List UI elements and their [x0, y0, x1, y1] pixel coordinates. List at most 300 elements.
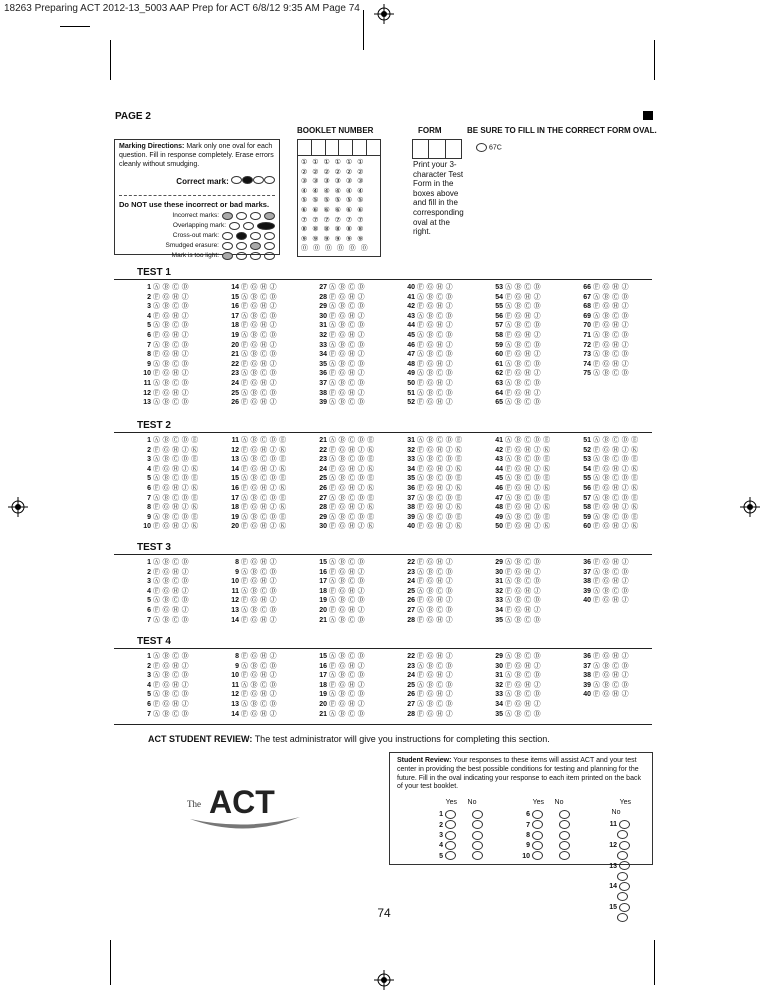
answer-row[interactable] — [135, 652, 189, 662]
answer-row[interactable] — [135, 379, 189, 389]
answer-bubbles[interactable]: Ⓐ Ⓑ Ⓒ Ⓓ — [417, 587, 453, 595]
answer-row[interactable] — [311, 587, 365, 597]
answer-row[interactable] — [575, 577, 629, 587]
answer-bubbles[interactable]: Ⓐ Ⓑ Ⓒ Ⓓ — [153, 360, 189, 368]
answer-bubbles[interactable]: Ⓐ Ⓑ Ⓒ Ⓓ — [241, 587, 277, 595]
answer-bubbles[interactable]: Ⓕ Ⓖ Ⓗ Ⓙ Ⓚ — [153, 523, 199, 531]
answer-row[interactable] — [135, 513, 198, 523]
answer-bubbles[interactable]: Ⓕ Ⓖ Ⓗ Ⓙ — [593, 672, 629, 680]
answer-row[interactable] — [223, 587, 277, 597]
answer-row[interactable] — [487, 369, 541, 379]
answer-bubbles[interactable]: Ⓐ Ⓑ Ⓒ Ⓓ Ⓔ — [241, 475, 287, 483]
answer-bubbles[interactable]: Ⓐ Ⓑ Ⓒ Ⓓ Ⓔ — [241, 494, 287, 502]
answer-bubbles[interactable]: Ⓐ Ⓑ Ⓒ Ⓓ — [593, 568, 629, 576]
review-item[interactable] — [514, 851, 574, 861]
answer-bubbles[interactable]: Ⓕ Ⓖ Ⓗ Ⓙ — [505, 587, 541, 595]
answer-row[interactable] — [487, 360, 541, 370]
answer-row[interactable] — [399, 690, 453, 700]
answer-bubbles[interactable]: Ⓐ Ⓑ Ⓒ Ⓓ Ⓔ — [417, 456, 463, 464]
answer-row[interactable] — [399, 369, 453, 379]
booklet-digit-row[interactable]: ⑨ ⑨ ⑨ ⑨ ⑨ ⑨ — [301, 235, 365, 243]
answer-bubbles[interactable]: Ⓐ Ⓑ Ⓒ Ⓓ — [153, 710, 189, 718]
answer-row[interactable] — [399, 484, 462, 494]
answer-bubbles[interactable]: Ⓐ Ⓑ Ⓒ Ⓓ — [329, 672, 365, 680]
answer-bubbles[interactable]: Ⓐ Ⓑ Ⓒ Ⓓ Ⓔ — [241, 456, 287, 464]
answer-row[interactable] — [575, 671, 629, 681]
answer-bubbles[interactable]: Ⓕ Ⓖ Ⓗ Ⓙ — [153, 662, 189, 670]
answer-bubbles[interactable]: Ⓕ Ⓖ Ⓗ Ⓙ — [505, 700, 541, 708]
answer-bubbles[interactable]: Ⓕ Ⓖ Ⓗ Ⓙ — [153, 370, 189, 378]
answer-row[interactable] — [311, 652, 365, 662]
answer-bubbles[interactable]: Ⓐ Ⓑ Ⓒ Ⓓ — [153, 303, 189, 311]
answer-row[interactable] — [487, 312, 541, 322]
answer-row[interactable] — [575, 596, 629, 606]
answer-bubbles[interactable]: Ⓐ Ⓑ Ⓒ Ⓓ Ⓔ — [329, 456, 375, 464]
answer-bubbles[interactable]: Ⓕ Ⓖ Ⓗ Ⓙ Ⓚ — [505, 523, 551, 531]
answer-bubbles[interactable]: Ⓕ Ⓖ Ⓗ Ⓙ Ⓚ — [593, 484, 639, 492]
answer-bubbles[interactable]: Ⓕ Ⓖ Ⓗ Ⓙ — [593, 597, 629, 605]
answer-row[interactable] — [487, 587, 541, 597]
answer-row[interactable] — [135, 690, 189, 700]
no-bubble[interactable] — [559, 810, 570, 819]
answer-row[interactable] — [135, 662, 189, 672]
answer-row[interactable] — [575, 652, 629, 662]
answer-bubbles[interactable]: Ⓐ Ⓑ Ⓒ Ⓓ — [329, 284, 365, 291]
review-item[interactable] — [514, 810, 574, 820]
answer-bubbles[interactable]: Ⓐ Ⓑ Ⓒ Ⓓ — [593, 312, 629, 320]
answer-row[interactable] — [487, 321, 541, 331]
answer-row[interactable] — [575, 283, 629, 293]
answer-bubbles[interactable]: Ⓐ Ⓑ Ⓒ Ⓓ — [329, 360, 365, 368]
answer-bubbles[interactable]: Ⓕ Ⓖ Ⓗ Ⓙ — [153, 587, 189, 595]
review-item[interactable] — [514, 820, 574, 830]
answer-row[interactable] — [399, 513, 462, 523]
answer-row[interactable] — [575, 681, 629, 691]
answer-bubbles[interactable]: Ⓐ Ⓑ Ⓒ Ⓓ — [153, 672, 189, 680]
answer-row[interactable] — [487, 446, 550, 456]
answer-bubbles[interactable]: Ⓐ Ⓑ Ⓒ Ⓓ — [153, 341, 189, 349]
answer-row[interactable] — [135, 321, 189, 331]
answer-bubbles[interactable]: Ⓕ Ⓖ Ⓗ Ⓙ Ⓚ — [417, 504, 463, 512]
answer-row[interactable] — [311, 522, 374, 532]
answer-row[interactable] — [311, 293, 365, 303]
answer-row[interactable] — [311, 312, 365, 322]
answer-bubbles[interactable]: Ⓕ Ⓖ Ⓗ Ⓙ — [153, 681, 189, 689]
answer-bubbles[interactable]: Ⓐ Ⓑ Ⓒ Ⓓ — [329, 616, 365, 624]
answer-bubbles[interactable]: Ⓐ Ⓑ Ⓒ Ⓓ — [241, 331, 277, 339]
answer-bubbles[interactable]: Ⓕ Ⓖ Ⓗ Ⓙ — [329, 568, 365, 576]
answer-bubbles[interactable]: Ⓕ Ⓖ Ⓗ Ⓙ — [505, 681, 541, 689]
answer-row[interactable] — [399, 652, 453, 662]
answer-row[interactable] — [399, 616, 453, 626]
answer-row[interactable] — [135, 700, 189, 710]
answer-row[interactable] — [575, 568, 629, 578]
answer-bubbles[interactable]: Ⓐ Ⓑ Ⓒ Ⓓ — [505, 710, 541, 718]
answer-row[interactable] — [399, 331, 453, 341]
answer-bubbles[interactable]: Ⓕ Ⓖ Ⓗ Ⓙ Ⓚ — [593, 465, 639, 473]
answer-row[interactable] — [135, 616, 189, 626]
no-bubble[interactable] — [617, 851, 628, 860]
answer-row[interactable] — [487, 389, 541, 399]
answer-row[interactable] — [487, 484, 550, 494]
answer-row[interactable] — [575, 446, 638, 456]
answer-bubbles[interactable]: Ⓐ Ⓑ Ⓒ Ⓓ — [329, 341, 365, 349]
answer-bubbles[interactable]: Ⓐ Ⓑ Ⓒ Ⓓ Ⓔ — [417, 475, 463, 483]
answer-row[interactable] — [135, 446, 198, 456]
answer-bubbles[interactable]: Ⓕ Ⓖ Ⓗ Ⓙ — [417, 322, 453, 330]
answer-bubbles[interactable]: Ⓐ Ⓑ Ⓒ Ⓓ — [241, 700, 277, 708]
review-item[interactable] — [601, 882, 645, 903]
answer-row[interactable] — [223, 671, 277, 681]
answer-row[interactable] — [135, 302, 189, 312]
answer-row[interactable] — [575, 302, 629, 312]
answer-bubbles[interactable]: Ⓕ Ⓖ Ⓗ Ⓙ Ⓚ — [329, 504, 375, 512]
answer-bubbles[interactable]: Ⓕ Ⓖ Ⓗ Ⓙ — [241, 578, 277, 586]
answer-row[interactable] — [575, 503, 638, 513]
answer-bubbles[interactable]: Ⓐ Ⓑ Ⓒ Ⓓ Ⓔ — [329, 494, 375, 502]
answer-bubbles[interactable]: Ⓕ Ⓖ Ⓗ Ⓙ — [417, 379, 453, 387]
answer-row[interactable] — [135, 465, 198, 475]
answer-bubbles[interactable]: Ⓐ Ⓑ Ⓒ Ⓓ Ⓔ — [153, 456, 199, 464]
answer-bubbles[interactable]: Ⓕ Ⓖ Ⓗ Ⓙ — [153, 389, 189, 397]
answer-row[interactable] — [575, 360, 629, 370]
answer-row[interactable] — [399, 522, 462, 532]
answer-bubbles[interactable]: Ⓕ Ⓖ Ⓗ Ⓙ — [153, 312, 189, 320]
answer-row[interactable] — [487, 700, 541, 710]
answer-row[interactable] — [223, 321, 277, 331]
answer-row[interactable] — [223, 360, 277, 370]
review-item[interactable] — [601, 820, 645, 841]
yes-bubble[interactable] — [445, 831, 456, 840]
answer-bubbles[interactable]: Ⓕ Ⓖ Ⓗ Ⓙ — [417, 360, 453, 368]
answer-bubbles[interactable]: Ⓐ Ⓑ Ⓒ Ⓓ — [153, 399, 189, 407]
answer-row[interactable] — [575, 312, 629, 322]
answer-bubbles[interactable]: Ⓐ Ⓑ Ⓒ Ⓓ — [417, 681, 453, 689]
answer-bubbles[interactable]: Ⓕ Ⓖ Ⓗ Ⓙ — [241, 710, 277, 718]
answer-row[interactable] — [135, 293, 189, 303]
answer-row[interactable] — [311, 513, 374, 523]
answer-row[interactable] — [223, 474, 286, 484]
answer-bubbles[interactable]: Ⓐ Ⓑ Ⓒ Ⓓ — [417, 293, 453, 301]
answer-row[interactable] — [575, 513, 638, 523]
answer-bubbles[interactable]: Ⓐ Ⓑ Ⓒ Ⓓ — [505, 559, 541, 566]
answer-bubbles[interactable]: Ⓕ Ⓖ Ⓗ Ⓙ Ⓚ — [153, 446, 199, 454]
answer-bubbles[interactable]: Ⓐ Ⓑ Ⓒ Ⓓ — [417, 351, 453, 359]
answer-bubbles[interactable]: Ⓐ Ⓑ Ⓒ Ⓓ Ⓔ — [505, 475, 551, 483]
answer-row[interactable] — [487, 606, 541, 616]
answer-bubbles[interactable]: Ⓕ Ⓖ Ⓗ Ⓙ — [241, 672, 277, 680]
answer-row[interactable] — [135, 558, 189, 568]
answer-bubbles[interactable]: Ⓐ Ⓑ Ⓒ Ⓓ Ⓔ — [153, 494, 199, 502]
answer-bubbles[interactable]: Ⓐ Ⓑ Ⓒ Ⓓ — [417, 389, 453, 397]
answer-row[interactable] — [311, 671, 365, 681]
review-item[interactable] — [427, 810, 487, 820]
review-item[interactable] — [427, 841, 487, 851]
answer-row[interactable] — [135, 455, 198, 465]
answer-bubbles[interactable]: Ⓐ Ⓑ Ⓒ Ⓓ — [329, 578, 365, 586]
answer-row[interactable] — [223, 302, 277, 312]
yes-bubble[interactable] — [619, 861, 630, 870]
answer-bubbles[interactable]: Ⓐ Ⓑ Ⓒ Ⓓ — [329, 399, 365, 407]
answer-bubbles[interactable]: Ⓐ Ⓑ Ⓒ Ⓓ — [153, 322, 189, 330]
answer-bubbles[interactable]: Ⓕ Ⓖ Ⓗ Ⓙ — [329, 331, 365, 339]
answer-row[interactable] — [487, 455, 550, 465]
answer-bubbles[interactable]: Ⓐ Ⓑ Ⓒ Ⓓ — [417, 662, 453, 670]
answer-bubbles[interactable]: Ⓕ Ⓖ Ⓗ Ⓙ Ⓚ — [329, 484, 375, 492]
answer-bubbles[interactable]: Ⓕ Ⓖ Ⓗ Ⓙ — [241, 399, 277, 407]
answer-bubbles[interactable]: Ⓐ Ⓑ Ⓒ Ⓓ — [329, 653, 365, 660]
answer-bubbles[interactable]: Ⓐ Ⓑ Ⓒ Ⓓ — [593, 331, 629, 339]
answer-row[interactable] — [487, 662, 541, 672]
answer-row[interactable] — [311, 283, 365, 293]
answer-bubbles[interactable]: Ⓕ Ⓖ Ⓗ Ⓙ Ⓚ — [329, 523, 375, 531]
answer-row[interactable] — [223, 690, 277, 700]
yes-bubble[interactable] — [532, 851, 543, 860]
answer-row[interactable] — [399, 321, 453, 331]
answer-row[interactable] — [311, 484, 374, 494]
answer-bubbles[interactable]: Ⓕ Ⓖ Ⓗ Ⓙ — [241, 616, 277, 624]
answer-row[interactable] — [575, 321, 629, 331]
answer-row[interactable] — [399, 503, 462, 513]
answer-bubbles[interactable]: Ⓕ Ⓖ Ⓗ Ⓙ Ⓚ — [329, 465, 375, 473]
answer-row[interactable] — [487, 293, 541, 303]
answer-row[interactable] — [223, 494, 286, 504]
no-bubble[interactable] — [559, 851, 570, 860]
answer-bubbles[interactable]: Ⓐ Ⓑ Ⓒ Ⓓ — [417, 568, 453, 576]
answer-bubbles[interactable]: Ⓕ Ⓖ Ⓗ Ⓙ — [241, 653, 277, 660]
answer-row[interactable] — [487, 513, 550, 523]
answer-row[interactable] — [487, 710, 541, 720]
answer-row[interactable] — [399, 662, 453, 672]
answer-bubbles[interactable]: Ⓐ Ⓑ Ⓒ Ⓓ — [593, 681, 629, 689]
answer-bubbles[interactable]: Ⓕ Ⓖ Ⓗ Ⓙ — [593, 303, 629, 311]
answer-bubbles[interactable]: Ⓐ Ⓑ Ⓒ Ⓓ — [417, 700, 453, 708]
answer-bubbles[interactable]: Ⓐ Ⓑ Ⓒ Ⓓ — [153, 379, 189, 387]
yes-bubble[interactable] — [619, 841, 630, 850]
answer-bubbles[interactable]: Ⓕ Ⓖ Ⓗ Ⓙ — [505, 351, 541, 359]
no-bubble[interactable] — [472, 841, 483, 850]
answer-bubbles[interactable]: Ⓐ Ⓑ Ⓒ Ⓓ — [505, 616, 541, 624]
answer-bubbles[interactable]: Ⓐ Ⓑ Ⓒ Ⓓ — [593, 662, 629, 670]
answer-bubbles[interactable]: Ⓐ Ⓑ Ⓒ Ⓓ Ⓔ — [505, 437, 551, 444]
booklet-digit-row[interactable]: ③ ③ ③ ③ ③ ③ — [301, 178, 365, 186]
answer-bubbles[interactable]: Ⓕ Ⓖ Ⓗ Ⓙ — [417, 616, 453, 624]
answer-row[interactable] — [399, 596, 453, 606]
answer-row[interactable] — [135, 360, 189, 370]
answer-row[interactable] — [399, 436, 462, 446]
answer-row[interactable] — [575, 484, 638, 494]
answer-bubbles[interactable]: Ⓐ Ⓑ Ⓒ Ⓓ Ⓔ — [593, 475, 639, 483]
answer-bubbles[interactable]: Ⓐ Ⓑ Ⓒ Ⓓ Ⓔ — [241, 513, 287, 521]
answer-row[interactable] — [135, 350, 189, 360]
answer-row[interactable] — [223, 606, 277, 616]
answer-bubbles[interactable]: Ⓕ Ⓖ Ⓗ Ⓙ — [329, 389, 365, 397]
answer-bubbles[interactable]: Ⓐ Ⓑ Ⓒ Ⓓ — [505, 360, 541, 368]
answer-bubbles[interactable]: Ⓐ Ⓑ Ⓒ Ⓓ — [505, 578, 541, 586]
answer-row[interactable] — [399, 398, 453, 408]
answer-row[interactable] — [487, 379, 541, 389]
answer-bubbles[interactable]: Ⓐ Ⓑ Ⓒ Ⓓ — [329, 559, 365, 566]
answer-row[interactable] — [223, 522, 286, 532]
answer-row[interactable] — [135, 389, 189, 399]
answer-bubbles[interactable]: Ⓕ Ⓖ Ⓗ Ⓙ — [153, 293, 189, 301]
yes-bubble[interactable] — [532, 831, 543, 840]
answer-bubbles[interactable]: Ⓐ Ⓑ Ⓒ Ⓓ — [329, 322, 365, 330]
answer-bubbles[interactable]: Ⓐ Ⓑ Ⓒ Ⓓ Ⓔ — [153, 437, 199, 444]
answer-row[interactable] — [399, 700, 453, 710]
answer-row[interactable] — [135, 503, 198, 513]
answer-row[interactable] — [575, 331, 629, 341]
answer-row[interactable] — [311, 331, 365, 341]
yes-bubble[interactable] — [445, 841, 456, 850]
answer-row[interactable] — [223, 662, 277, 672]
answer-bubbles[interactable]: Ⓕ Ⓖ Ⓗ Ⓙ — [505, 312, 541, 320]
answer-row[interactable] — [311, 700, 365, 710]
answer-row[interactable] — [223, 379, 277, 389]
review-item[interactable] — [601, 861, 645, 882]
answer-bubbles[interactable]: Ⓕ Ⓖ Ⓗ Ⓙ — [329, 662, 365, 670]
answer-row[interactable] — [399, 446, 462, 456]
answer-row[interactable] — [487, 398, 541, 408]
answer-bubbles[interactable]: Ⓐ Ⓑ Ⓒ Ⓓ — [593, 293, 629, 301]
answer-row[interactable] — [223, 681, 277, 691]
answer-bubbles[interactable]: Ⓕ Ⓖ Ⓗ Ⓙ Ⓚ — [241, 446, 287, 454]
answer-bubbles[interactable]: Ⓐ Ⓑ Ⓒ Ⓓ Ⓔ — [153, 513, 199, 521]
answer-row[interactable] — [311, 596, 365, 606]
answer-bubbles[interactable]: Ⓐ Ⓑ Ⓒ Ⓓ Ⓔ — [417, 437, 463, 444]
answer-row[interactable] — [135, 283, 189, 293]
answer-row[interactable] — [575, 455, 638, 465]
answer-row[interactable] — [399, 587, 453, 597]
answer-row[interactable] — [223, 616, 277, 626]
answer-row[interactable] — [487, 568, 541, 578]
review-item[interactable] — [601, 841, 645, 862]
answer-bubbles[interactable]: Ⓐ Ⓑ Ⓒ Ⓓ — [329, 597, 365, 605]
answer-bubbles[interactable]: Ⓐ Ⓑ Ⓒ Ⓓ — [241, 293, 277, 301]
answer-bubbles[interactable]: Ⓕ Ⓖ Ⓗ Ⓙ — [593, 341, 629, 349]
answer-bubbles[interactable]: Ⓕ Ⓖ Ⓗ Ⓙ — [417, 284, 453, 291]
answer-row[interactable] — [487, 283, 541, 293]
answer-row[interactable] — [487, 558, 541, 568]
answer-row[interactable] — [487, 596, 541, 606]
answer-row[interactable] — [135, 587, 189, 597]
answer-row[interactable] — [487, 690, 541, 700]
answer-row[interactable] — [311, 606, 365, 616]
answer-bubbles[interactable]: Ⓕ Ⓖ Ⓗ Ⓙ Ⓚ — [417, 446, 463, 454]
answer-bubbles[interactable]: Ⓐ Ⓑ Ⓒ Ⓓ — [241, 351, 277, 359]
answer-row[interactable] — [575, 690, 629, 700]
answer-row[interactable] — [135, 710, 189, 720]
answer-row[interactable] — [311, 302, 365, 312]
answer-row[interactable] — [575, 494, 638, 504]
answer-row[interactable] — [135, 522, 198, 532]
no-bubble[interactable] — [559, 831, 570, 840]
answer-row[interactable] — [223, 577, 277, 587]
answer-bubbles[interactable]: Ⓕ Ⓖ Ⓗ Ⓙ — [505, 389, 541, 397]
answer-row[interactable] — [311, 681, 365, 691]
answer-bubbles[interactable]: Ⓐ Ⓑ Ⓒ Ⓓ — [241, 568, 277, 576]
no-bubble[interactable] — [472, 810, 483, 819]
answer-row[interactable] — [223, 652, 277, 662]
answer-bubbles[interactable]: Ⓕ Ⓖ Ⓗ Ⓙ — [593, 322, 629, 330]
answer-bubbles[interactable]: Ⓕ Ⓖ Ⓗ Ⓙ — [593, 559, 629, 566]
answer-row[interactable] — [487, 671, 541, 681]
answer-row[interactable] — [399, 710, 453, 720]
answer-bubbles[interactable]: Ⓐ Ⓑ Ⓒ Ⓓ Ⓔ — [153, 475, 199, 483]
answer-row[interactable] — [487, 436, 550, 446]
answer-bubbles[interactable]: Ⓐ Ⓑ Ⓒ Ⓓ — [241, 389, 277, 397]
no-bubble[interactable] — [559, 820, 570, 829]
answer-row[interactable] — [399, 283, 453, 293]
answer-row[interactable] — [311, 474, 374, 484]
answer-row[interactable] — [223, 312, 277, 322]
answer-bubbles[interactable]: Ⓐ Ⓑ Ⓒ Ⓓ — [505, 322, 541, 330]
answer-row[interactable] — [311, 465, 374, 475]
answer-bubbles[interactable]: Ⓕ Ⓖ Ⓗ Ⓙ — [153, 606, 189, 614]
answer-bubbles[interactable]: Ⓐ Ⓑ Ⓒ Ⓓ — [593, 370, 629, 378]
answer-row[interactable] — [487, 503, 550, 513]
answer-bubbles[interactable]: Ⓕ Ⓖ Ⓗ Ⓙ Ⓚ — [241, 484, 287, 492]
answer-row[interactable] — [311, 568, 365, 578]
answer-bubbles[interactable]: Ⓐ Ⓑ Ⓒ Ⓓ — [153, 284, 189, 291]
form-option[interactable] — [476, 143, 502, 152]
answer-row[interactable] — [399, 558, 453, 568]
answer-bubbles[interactable]: Ⓕ Ⓖ Ⓗ Ⓙ Ⓚ — [505, 504, 551, 512]
answer-row[interactable] — [223, 568, 277, 578]
answer-row[interactable] — [311, 494, 374, 504]
booklet-digit-row[interactable]: ⑤ ⑤ ⑤ ⑤ ⑤ ⑤ — [301, 197, 365, 205]
answer-row[interactable] — [311, 710, 365, 720]
answer-bubbles[interactable]: Ⓕ Ⓖ Ⓗ Ⓙ — [153, 351, 189, 359]
answer-bubbles[interactable]: Ⓕ Ⓖ Ⓗ Ⓙ — [329, 351, 365, 359]
answer-row[interactable] — [399, 465, 462, 475]
review-item[interactable] — [427, 820, 487, 830]
answer-bubbles[interactable]: Ⓕ Ⓖ Ⓗ Ⓙ — [417, 559, 453, 566]
answer-row[interactable] — [223, 710, 277, 720]
answer-bubbles[interactable]: Ⓕ Ⓖ Ⓗ Ⓙ — [241, 322, 277, 330]
answer-bubbles[interactable]: Ⓐ Ⓑ Ⓒ Ⓓ — [593, 587, 629, 595]
answer-bubbles[interactable]: Ⓐ Ⓑ Ⓒ Ⓓ Ⓔ — [329, 513, 375, 521]
answer-bubbles[interactable]: Ⓕ Ⓖ Ⓗ Ⓙ Ⓚ — [593, 523, 639, 531]
booklet-digit-row[interactable]: ② ② ② ② ② ② — [301, 168, 365, 176]
answer-bubbles[interactable]: Ⓐ Ⓑ Ⓒ Ⓓ — [417, 606, 453, 614]
booklet-digit-row[interactable]: ① ① ① ① ① ① — [301, 159, 365, 166]
answer-row[interactable] — [311, 398, 365, 408]
answer-bubbles[interactable]: Ⓕ Ⓖ Ⓗ Ⓙ Ⓚ — [241, 504, 287, 512]
yes-bubble[interactable] — [445, 851, 456, 860]
answer-bubbles[interactable]: Ⓕ Ⓖ Ⓗ Ⓙ — [505, 662, 541, 670]
answer-bubbles[interactable]: Ⓕ Ⓖ Ⓗ Ⓙ — [417, 653, 453, 660]
answer-row[interactable] — [399, 671, 453, 681]
answer-bubbles[interactable]: Ⓕ Ⓖ Ⓗ Ⓙ — [241, 341, 277, 349]
answer-bubbles[interactable]: Ⓐ Ⓑ Ⓒ Ⓓ — [241, 606, 277, 614]
answer-bubbles[interactable]: Ⓕ Ⓖ Ⓗ Ⓙ Ⓚ — [153, 465, 199, 473]
answer-row[interactable] — [311, 503, 374, 513]
answer-bubbles[interactable]: Ⓐ Ⓑ Ⓒ Ⓓ Ⓔ — [593, 513, 639, 521]
answer-row[interactable] — [311, 341, 365, 351]
answer-row[interactable] — [135, 681, 189, 691]
answer-bubbles[interactable]: Ⓐ Ⓑ Ⓒ Ⓓ — [593, 351, 629, 359]
answer-bubbles[interactable]: Ⓐ Ⓑ Ⓒ Ⓓ — [153, 597, 189, 605]
answer-row[interactable] — [311, 616, 365, 626]
answer-bubbles[interactable]: Ⓐ Ⓑ Ⓒ Ⓓ Ⓔ — [241, 437, 287, 444]
answer-row[interactable] — [399, 350, 453, 360]
answer-bubbles[interactable]: Ⓕ Ⓖ Ⓗ Ⓙ — [417, 710, 453, 718]
answer-row[interactable] — [223, 389, 277, 399]
answer-bubbles[interactable]: Ⓕ Ⓖ Ⓗ Ⓙ — [505, 331, 541, 339]
answer-bubbles[interactable]: Ⓐ Ⓑ Ⓒ Ⓓ Ⓔ — [505, 513, 551, 521]
answer-bubbles[interactable]: Ⓕ Ⓖ Ⓗ Ⓙ — [417, 597, 453, 605]
